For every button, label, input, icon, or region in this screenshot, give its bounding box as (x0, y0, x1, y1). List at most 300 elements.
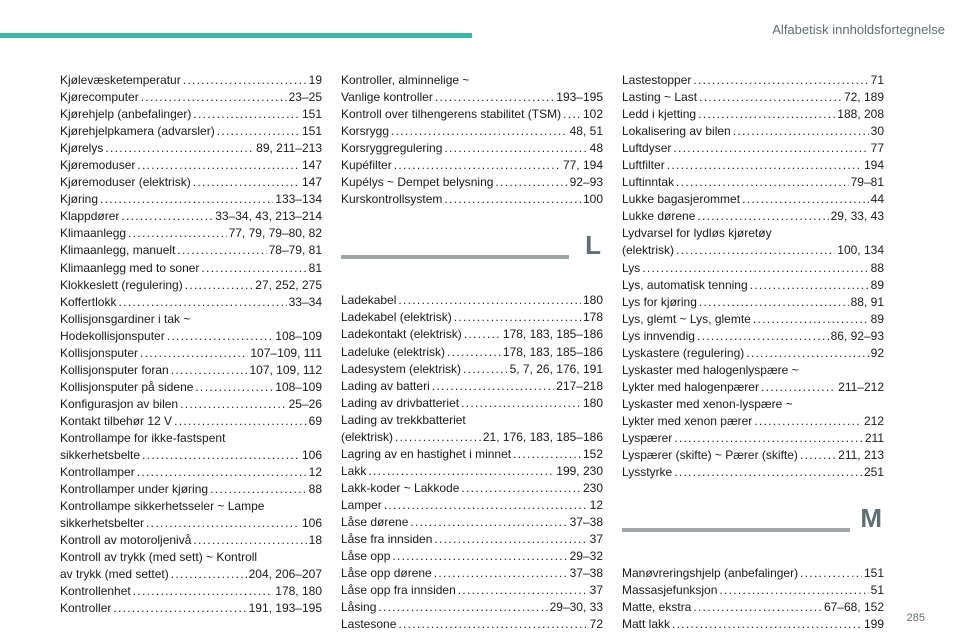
index-entry (60, 157, 322, 174)
dot-leader (495, 174, 567, 191)
entry-line (341, 326, 603, 343)
entry-pages: 27, 252, 275 (255, 277, 322, 292)
index-entry (60, 242, 322, 259)
entry-term: Konfigurasjon av bilen (60, 396, 179, 411)
index-entry (341, 72, 603, 106)
dot-leader (698, 106, 835, 123)
entry-pages: 25–26 (288, 396, 322, 411)
entry-term: Klokkeslett (regulering) (60, 277, 183, 292)
index-entry (341, 463, 603, 480)
entry-line (622, 294, 884, 311)
dot-leader (177, 242, 266, 259)
entry-line (60, 277, 322, 294)
entry-line (60, 191, 322, 208)
index-entry (341, 191, 603, 208)
index-entry (60, 294, 322, 311)
entry-pages: 108–109 (275, 379, 322, 394)
entry-pages: 21, 176, 183, 185–186 (482, 429, 603, 444)
entry-line (60, 379, 322, 396)
entry-pages: 193–195 (556, 90, 603, 105)
dot-leader (676, 174, 849, 191)
entry-term: Låse opp (341, 549, 391, 564)
index-entry (341, 395, 603, 412)
dot-leader (693, 599, 822, 616)
entry-line (60, 532, 322, 549)
entry-line (341, 531, 603, 548)
entry-pages: 199, 230 (556, 463, 603, 478)
dot-leader (391, 123, 568, 140)
entry-line (622, 191, 884, 208)
index-entry (622, 616, 884, 633)
entry-term: Korsryggregulering (341, 141, 443, 156)
dot-leader (368, 463, 554, 480)
index-entry (622, 140, 884, 157)
entry-term: Kontroll av motoroljenivå (60, 533, 192, 548)
index-entry (60, 123, 322, 140)
index-entry (341, 174, 603, 191)
dot-leader (434, 565, 568, 582)
entry-line (60, 396, 322, 413)
entry-term: Kontroller (60, 601, 112, 616)
index-entry (341, 514, 603, 531)
index-entry (622, 260, 884, 277)
index-entry (622, 396, 884, 430)
entry-line (341, 191, 603, 208)
entry-line (60, 600, 322, 617)
entry-term: Kjøring (60, 192, 99, 207)
index-entry (622, 123, 884, 140)
entry-term: sikkerhetsbelter (60, 516, 145, 531)
entry-pages: 89 (870, 311, 884, 326)
entry-line (60, 225, 322, 242)
dot-leader (674, 430, 863, 447)
entry-pages: 217–218 (556, 378, 603, 393)
entry-term: Lagring av en hastighet i minnet (341, 446, 512, 461)
entry-term: Korsrygg (341, 124, 390, 139)
entry-pages: 107, 109, 112 (249, 362, 322, 377)
entry-line (60, 515, 322, 532)
index-entry (60, 583, 322, 600)
entry-term: Kupélys ~ Dempet belysning (341, 175, 494, 190)
entry-term: (elektrisk) (622, 243, 675, 258)
entry-term: sikkerhetsbelte (60, 448, 141, 463)
entry-pages: 92–93 (569, 175, 603, 190)
index-entry (60, 260, 322, 277)
entry-term: Kjørelys (60, 141, 104, 156)
dot-leader (128, 225, 227, 242)
entry-line (341, 497, 603, 514)
entry-term: Lastesone (341, 617, 397, 632)
entry-pages: 151 (301, 107, 322, 122)
entry-pages: 79–81 (850, 175, 884, 190)
index-entry (341, 344, 603, 361)
entry-term: Lakk (341, 463, 367, 478)
entry-line (60, 106, 322, 123)
entry-pages: 211–212 (838, 379, 884, 394)
entry-line (341, 480, 603, 497)
entry-line (341, 514, 603, 531)
dot-leader (193, 106, 300, 123)
index-entry (622, 430, 884, 447)
entry-pages: 211 (864, 430, 884, 445)
section-divider (341, 230, 603, 280)
entry-line (622, 464, 884, 481)
index-entry (622, 277, 884, 294)
entry-line (60, 566, 322, 583)
entry-pages: 151 (301, 124, 322, 139)
entry-pages: 71 (870, 73, 884, 87)
entry-pages: 178 (582, 310, 603, 325)
entry-line (341, 616, 603, 633)
entry-pages: 44 (870, 192, 884, 207)
dot-leader (454, 309, 581, 326)
index-entry (341, 292, 603, 309)
entry-term: Luftfilter (622, 158, 665, 173)
entry-pages: 106 (301, 448, 322, 463)
dot-leader (193, 532, 306, 549)
entry-line (60, 583, 322, 600)
dot-leader (761, 379, 836, 396)
entry-term: Kontrollenhet (60, 584, 131, 599)
index-entry (622, 89, 884, 106)
entry-term: Kontakt tilbehør 12 V (60, 413, 173, 428)
entry-line (622, 208, 884, 225)
dot-leader (447, 344, 501, 361)
entry-pages: 194 (863, 158, 884, 173)
entry-pages: 212 (863, 413, 884, 428)
entry-line (60, 260, 322, 277)
index-entry (341, 378, 603, 395)
dot-leader (398, 292, 581, 309)
entry-term: Lukke dørene (622, 209, 696, 224)
dot-leader (461, 480, 581, 497)
dot-leader (195, 379, 273, 396)
dot-leader (750, 277, 869, 294)
entry-pages: 48, 51 (569, 124, 603, 139)
entry-line (341, 565, 603, 582)
index-entry (622, 447, 884, 464)
index-entry (60, 89, 322, 106)
index-entry (341, 106, 603, 123)
dot-leader (458, 582, 588, 599)
entry-pages: 88 (308, 482, 322, 497)
entry-term: Lyspærer (622, 430, 673, 445)
index-entry (60, 464, 322, 481)
entry-line (341, 174, 603, 191)
entry-term: Låsing (341, 600, 377, 615)
entry-term: Matt lakk (622, 617, 671, 632)
dot-leader (180, 396, 287, 413)
entry-term: Vanlige kontroller (341, 90, 433, 105)
index-entry (60, 430, 322, 464)
entry-pages: 77, 194 (562, 158, 603, 173)
entry-term: Låse opp fra innsiden (341, 583, 456, 598)
dot-leader (513, 446, 581, 463)
entry-line (60, 328, 322, 345)
entry-term: Kjørecomputer (60, 90, 139, 105)
entry-line (341, 548, 603, 565)
index-column-2 (341, 72, 603, 633)
index-entry (341, 531, 603, 548)
index-entry (60, 225, 322, 242)
dot-leader (193, 174, 300, 191)
entry-line (341, 157, 603, 174)
index-entry (60, 345, 322, 362)
dot-leader (642, 260, 868, 277)
entry-pages: 72, 189 (843, 90, 884, 105)
dot-leader (674, 464, 862, 481)
entry-line (622, 565, 884, 582)
dot-leader (800, 447, 836, 464)
entry-term: Kjøremoduser (60, 158, 136, 173)
dot-leader (697, 328, 829, 345)
entry-pages: 77, 79, 79–80, 82 (228, 226, 322, 241)
entry-term: Låse opp dørene (341, 566, 432, 581)
entry-pages: 92 (870, 345, 884, 360)
entry-line (60, 362, 322, 379)
entry-pages: 12 (308, 465, 322, 480)
entry-line (622, 430, 884, 447)
entry-term: Kollisjonsputer på sidene (60, 379, 194, 394)
entry-term: Massasjefunksjon (622, 583, 718, 598)
section-divider (622, 503, 884, 553)
entry-line (60, 345, 322, 362)
dot-leader (384, 497, 588, 514)
entry-term: Luftinntak (622, 175, 675, 190)
dot-leader (142, 447, 300, 464)
entry-term: av trykk (med settet) (60, 567, 169, 582)
entry-pages: 30 (870, 124, 884, 139)
entry-pages: 178, 183, 185–186 (502, 327, 603, 342)
index-entry (60, 481, 322, 498)
entry-line (60, 123, 322, 140)
entry-term: Kontrollamper (60, 465, 135, 480)
dot-leader (167, 328, 274, 345)
entry-line (60, 208, 322, 225)
entry-pages: 18 (308, 533, 322, 548)
index-entry (60, 277, 322, 294)
dot-leader (672, 616, 862, 633)
index-entry (622, 362, 884, 396)
entry-line (622, 379, 884, 396)
entry-term: Lamper (341, 497, 382, 512)
index-entry (622, 174, 884, 191)
dot-leader (118, 294, 286, 311)
entry-pages: 78–79, 81 (268, 243, 322, 258)
entry-line (622, 277, 884, 294)
entry-lead-text: Kontrollampe sikkerhetsseler ~ Lampe (60, 499, 265, 514)
entry-pages: 178, 180 (275, 584, 322, 599)
entry-line (622, 260, 884, 277)
entry-pages: 133–134 (275, 192, 322, 207)
index-entry (341, 361, 603, 378)
entry-line (341, 446, 603, 463)
dot-leader (137, 157, 300, 174)
index-column-3 (622, 72, 884, 633)
entry-pages: 180 (582, 293, 603, 308)
entry-line (60, 294, 322, 311)
entry-line (341, 599, 603, 616)
entry-term: Kjølevæsketemperatur (60, 73, 181, 87)
index-entry (622, 565, 884, 582)
entry-line (60, 447, 322, 464)
index-entry (60, 379, 322, 396)
entry-pages: 178, 183, 185–186 (502, 344, 603, 359)
dot-leader (673, 140, 868, 157)
dot-leader (699, 89, 842, 106)
dot-leader (699, 294, 849, 311)
dot-leader (137, 464, 307, 481)
entry-pages: 147 (301, 175, 322, 190)
dot-leader (753, 311, 869, 328)
dot-leader (113, 600, 246, 617)
dot-leader (201, 260, 306, 277)
entry-term: Kjørehjelp (anbefalinger) (60, 107, 192, 122)
entry-line (622, 157, 884, 174)
entry-pages: 37 (589, 583, 603, 598)
index-entry (341, 140, 603, 157)
entry-line (341, 344, 603, 361)
entry-line (622, 328, 884, 345)
entry-pages: 147 (301, 158, 322, 173)
dot-leader (105, 140, 254, 157)
entry-lead-text: Kontrollampe for ikke-fastspent (60, 430, 226, 445)
entry-pages: 100, 134 (837, 243, 884, 258)
entry-term: Klimaanlegg med to soner (60, 260, 200, 275)
entry-term: Lasting ~ Last (622, 90, 698, 105)
entry-line (622, 582, 884, 599)
entry-term: Kontroll over tilhengerens stabilitet (TSM) (341, 107, 562, 122)
index-entry (341, 582, 603, 599)
dot-leader (432, 378, 555, 395)
entry-lead-text: Lading av trekkbatteriet (341, 412, 466, 427)
entry-line (622, 242, 884, 259)
entry-pages: 29–30, 33 (549, 600, 603, 615)
entry-term: Ladeluke (elektrisk) (341, 344, 446, 359)
index-entry (341, 309, 603, 326)
entry-term: Lys innvendig (622, 328, 695, 343)
index-entry (622, 345, 884, 362)
entry-term: Lys, automatisk tenning (622, 277, 748, 292)
entry-line (341, 429, 603, 446)
entry-pages: 89 (870, 277, 884, 292)
entry-term: Ladesystem (elektrisk) (341, 361, 462, 376)
index-entry (622, 72, 884, 89)
dot-leader (697, 208, 828, 225)
dot-leader (410, 514, 567, 531)
dot-leader (185, 277, 254, 294)
header-accent-bar (0, 33, 472, 38)
entry-lead-text: Lyskaster med xenon-lyspære ~ (622, 396, 793, 411)
entry-pages: 77 (870, 141, 884, 156)
entry-line (622, 174, 884, 191)
entry-term: Lys, glemt ~ Lys, glemte (622, 311, 751, 326)
entry-lead-text: Kontroller, alminnelige ~ (341, 73, 470, 87)
index-entry (60, 498, 322, 532)
entry-pages: 204, 206–207 (248, 567, 322, 582)
entry-line (622, 447, 884, 464)
entry-term: Luftdyser (622, 141, 672, 156)
index-entry (622, 225, 884, 259)
index-entry (60, 600, 322, 617)
dot-leader (394, 157, 561, 174)
dot-leader (676, 242, 835, 259)
dot-leader (398, 616, 587, 633)
index-entry (341, 599, 603, 616)
running-head: Alfabetisk innholdsfortegnelse (772, 22, 945, 37)
dot-leader (444, 191, 581, 208)
entry-pages: 29–32 (569, 549, 603, 564)
dot-leader (733, 123, 869, 140)
index-entry (60, 396, 322, 413)
entry-line (341, 582, 603, 599)
entry-pages: 251 (863, 465, 884, 480)
entry-line (622, 140, 884, 157)
entry-term: Kollisjonsputer (60, 345, 139, 360)
entry-term: Ladekabel (341, 293, 397, 308)
index-entry (60, 532, 322, 549)
entry-line (60, 174, 322, 191)
index-entry (622, 294, 884, 311)
entry-term: Låse fra innsiden (341, 532, 433, 547)
dot-leader (174, 413, 307, 430)
index-entry (622, 582, 884, 599)
entry-pages: 108–109 (275, 328, 322, 343)
entry-pages: 33–34, 43, 213–214 (215, 209, 322, 224)
index-entry (622, 191, 884, 208)
entry-line (341, 106, 603, 123)
entry-pages: 67–68, 152 (823, 600, 884, 615)
entry-pages: 37–38 (569, 514, 603, 529)
entry-pages: 102 (582, 107, 603, 122)
entry-line (341, 378, 603, 395)
entry-line (60, 481, 322, 498)
entry-line (622, 616, 884, 633)
dot-leader (800, 565, 862, 582)
entry-line (60, 89, 322, 106)
entry-pages: 51 (870, 583, 884, 598)
entry-line (341, 463, 603, 480)
entry-line (622, 72, 884, 89)
entry-term: Lading av batteri (341, 378, 430, 393)
entry-pages: 180 (582, 395, 603, 410)
dot-leader (395, 429, 481, 446)
index-entry (341, 446, 603, 463)
index-entry (341, 548, 603, 565)
entry-pages: 48 (589, 141, 603, 156)
entry-pages: 86, 92–93 (830, 328, 884, 343)
dot-leader (435, 89, 554, 106)
entry-line (60, 157, 322, 174)
section-letter: L (579, 230, 601, 260)
entry-line (60, 242, 322, 259)
dot-leader (171, 362, 248, 379)
entry-line (341, 361, 603, 378)
index-entry (341, 326, 603, 343)
dot-leader (210, 481, 307, 498)
entry-line (60, 464, 322, 481)
index-entry (341, 480, 603, 497)
dot-leader (742, 191, 869, 208)
entry-pages: 69 (308, 413, 322, 428)
index-entry (622, 106, 884, 123)
entry-term: Lastestopper (622, 73, 692, 87)
entry-pages: 107–109, 111 (250, 345, 322, 360)
entry-pages: 23–25 (288, 90, 322, 105)
entry-line (622, 123, 884, 140)
dot-leader (464, 326, 501, 343)
entry-pages: 106 (301, 516, 322, 531)
